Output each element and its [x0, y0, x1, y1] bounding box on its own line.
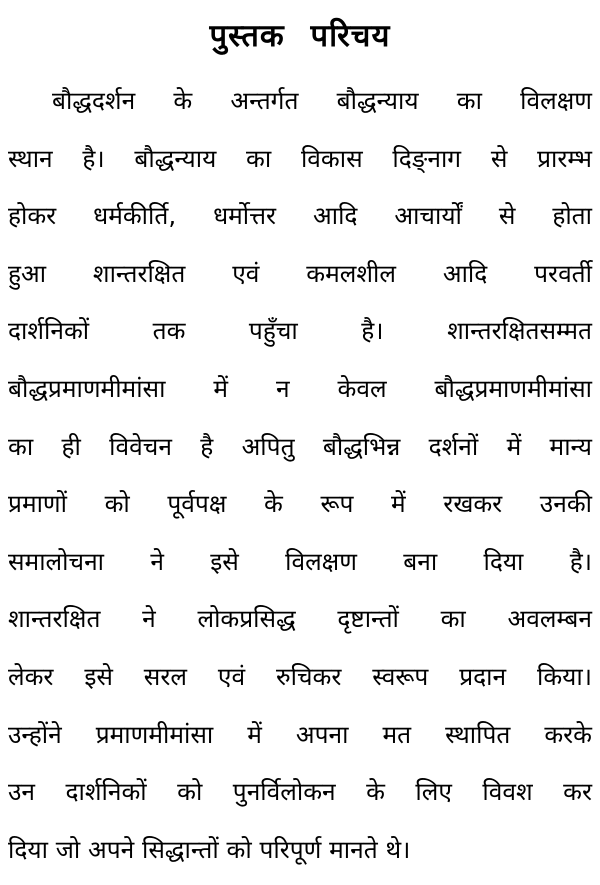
paragraph-line-last: दिया जो अपने सिद्धान्तों को परिपूर्ण मानते थे।: [8, 834, 411, 864]
paragraph-line: बौद्धप्रमाणमीमांसा में न केवल बौद्धप्रमाणमीमांसा: [8, 373, 592, 403]
paragraph-line: दार्शनिकों तक पहुँचा है। शान्तरक्षितसम्मत: [8, 316, 592, 346]
paragraph-line: स्थान है। बौद्धन्याय का विकास दिङ्नाग से प्रारम्भ: [8, 143, 592, 173]
paragraph-line: का ही विवेचन है अपितु बौद्धभिन्न दर्शनों में मान्य: [8, 431, 592, 461]
paragraph-line: होकर धर्मकीर्ति, धर्मोत्तर आदि आचार्यों से होता: [8, 201, 592, 231]
paragraph-line: लेकर इसे सरल एवं रुचिकर स्वरूप प्रदान किया।: [8, 661, 592, 691]
paragraph-line: प्रमाणों को पूर्वपक्ष के रूप में रखकर उनकी: [8, 489, 592, 519]
paragraph-line: शान्तरक्षित ने लोकप्रसिद्ध दृष्टान्तों का अवलम्बन: [8, 604, 592, 634]
paragraph-line: हुआ शान्तरक्षित एवं कमलशील आदि परवर्ती: [8, 258, 592, 288]
paragraph-line: उन दार्शनिकों को पुनर्विलोकन के लिए विवश कर: [8, 777, 592, 807]
paragraph-line: बौद्धदर्शन के अन्तर्गत बौद्धन्याय का विलक्षण: [52, 86, 592, 115]
introduction-paragraph: [8, 72, 592, 878]
paragraph-line: उन्होंने प्रमाणमीमांसा में अपना मत स्थापित करके: [8, 719, 592, 749]
page-title: पुस्तक परिचय: [209, 18, 391, 54]
paragraph-line: समालोचना ने इसे विलक्षण बना दिया है।: [8, 546, 592, 576]
